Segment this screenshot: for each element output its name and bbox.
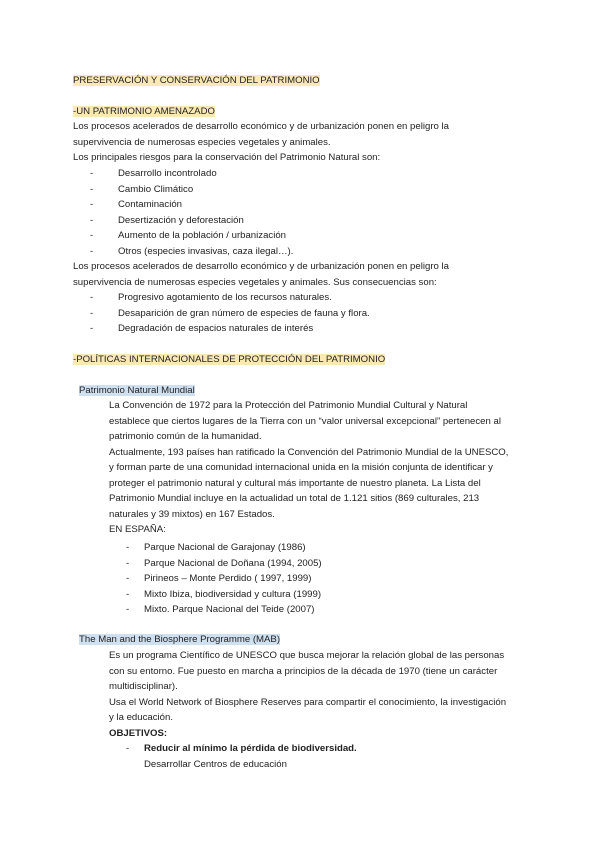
paragraph-line: y la educación. [109, 712, 173, 723]
list-item [90, 213, 293, 229]
objectives-label [109, 726, 579, 742]
dash-bullet: - [126, 604, 130, 615]
list-item-text: Aumento de la población / urbanización [118, 230, 287, 241]
list-item-text: Mixto Ibiza, biodiversidad y cultura (1999) [144, 588, 322, 600]
list-item-text: Otros (especies invasivas, caza ilegal…). [118, 245, 294, 257]
list-item [126, 741, 357, 757]
list-item-text: Mixto. Parque Nacional del Teide (2007) [144, 604, 315, 615]
dash-bullet: - [90, 168, 94, 179]
paragraph-line: multidisciplinar). [109, 681, 178, 692]
spain-label: EN ESPAÑA: [109, 524, 166, 535]
dash-bullet: - [90, 183, 94, 195]
list-item-text: Contaminación [118, 199, 182, 210]
dash-bullet: - [90, 323, 94, 334]
list-item [90, 182, 293, 198]
list-item [126, 540, 322, 556]
paragraph-line: Los principales riesgos para la conservación del Patrimonio Natural son: [73, 152, 381, 163]
section1-heading: -UN PATRIMONIO AMENAZADO [73, 106, 215, 117]
spain-sites-list [126, 540, 322, 618]
list-item [90, 290, 370, 306]
paragraph-line: supervivencia de numerosas especies vegetales y animales. Sus consecuencias son: [73, 276, 437, 288]
list-item [90, 321, 370, 337]
dash-bullet: - [126, 573, 130, 584]
dash-bullet: - [90, 199, 94, 210]
paragraph-line: y forman parte de una comunidad internacional unida en la misión conjunta de identificar y [109, 462, 493, 473]
objectives-list [126, 741, 357, 772]
list-item-text: Desaparición de gran número de especies de fauna y flora. [118, 307, 370, 319]
sub2-heading-block [79, 632, 280, 648]
list-item-continuation [126, 757, 357, 773]
list-item-text: Desertización y deforestación [118, 214, 244, 226]
sub1-paragraph [109, 398, 579, 538]
list-item [126, 587, 322, 603]
list-item [90, 306, 370, 322]
paragraph-line: Los procesos acelerados de desarrollo económico y de urbanización ponen en peligro la [73, 261, 449, 272]
section1-heading-block [73, 104, 215, 120]
list-item-text: Desarrollar Centros de educación [144, 758, 287, 770]
paragraph-line: Usa el World Network of Biosphere Reserves para compartir el conocimiento, la investigación [109, 696, 507, 708]
list-item [126, 556, 322, 572]
sub1-heading-block [79, 383, 195, 399]
paragraph-line: Los procesos acelerados de desarrollo económico y de urbanización ponen en peligro la [73, 121, 449, 132]
list-item-text: Desarrollo incontrolado [118, 168, 217, 179]
list-item-text: Degradación de espacios naturales de interés [118, 323, 314, 334]
list-item-text: Cambio Climático [118, 183, 194, 195]
sub2-paragraph [109, 648, 579, 741]
list-item [90, 166, 293, 182]
list-item [90, 197, 293, 213]
paragraph-line: con su entorno. Fue puesto en marcha a principios de la década de 1970 (tiene un carácter [109, 665, 498, 677]
paragraph-line: supervivencia de numerosas especies vegetales y animales. [73, 136, 331, 148]
dash-bullet: - [126, 542, 130, 553]
objectives-label-text: OBJETIVOS: [109, 727, 168, 739]
section2-heading: -POLÍTICAS INTERNACIONALES DE PROTECCIÓN DEL PATRIMONIO [73, 354, 386, 365]
main-title: PRESERVACIÓN Y CONSERVACIÓN DEL PATRIMONIO [73, 75, 320, 86]
paragraph-line: Actualmente, 193 países han ratificado la Convención del Patrimonio Mundial de la UNESCO, [109, 446, 509, 458]
dash-bullet: - [90, 245, 94, 257]
paragraph-line: La Convención de 1972 para la Protección del Patrimonio Mundial Cultural y Natural [109, 400, 468, 411]
paragraph-line: patrimonio común de la humanidad. [109, 431, 262, 442]
dash-bullet: - [90, 214, 94, 226]
paragraph-line: establece que ciertos lugares de la Tierra con un “valor universal excepcional” pertenecen al [109, 415, 501, 427]
paragraph-line: proteger el patrimonio natural y cultural más importante de nuestro planeta. La Lista del [109, 477, 481, 489]
dash-bullet: - [126, 557, 130, 569]
paragraph-line: naturales y 39 mixtos) en 167 Estados. [109, 508, 275, 520]
section1-para2 [73, 259, 573, 290]
list-item [90, 228, 293, 244]
list-item [126, 602, 322, 618]
risks-list [90, 166, 293, 259]
dash-bullet: - [126, 743, 130, 754]
sub1-heading: Patrimonio Natural Mundial [79, 385, 195, 396]
paragraph-line: Es un programa Científico de UNESCO que busca mejorar la relación global de las personas [109, 650, 505, 661]
dash-bullet: - [90, 292, 94, 303]
consequences-list [90, 290, 370, 337]
dash-bullet: - [90, 230, 94, 241]
list-item-text: Progresivo agotamiento de los recursos naturales. [118, 292, 332, 303]
list-item [90, 244, 293, 260]
list-item-text: Reducir al mínimo la pérdida de biodiversidad. [144, 743, 357, 754]
sub2-heading: The Man and the Biosphere Programme (MAB) [79, 634, 281, 645]
list-item-text: Parque Nacional de Garajonay (1986) [144, 542, 306, 553]
section2-heading-block [73, 352, 385, 368]
dash-bullet: - [90, 307, 94, 319]
dash-bullet: - [126, 588, 130, 600]
list-item-text: Pirineos – Monte Perdido ( 1997, 1999) [144, 573, 312, 584]
paragraph-line: Patrimonio Mundial incluye en la actualidad un total de 1.121 sitios (869 culturales, 213 [109, 493, 480, 504]
list-item-text: Parque Nacional de Doñana (1994, 2005) [144, 557, 322, 569]
section1-intro [73, 119, 573, 166]
main-title-block [73, 73, 320, 89]
list-item [126, 571, 322, 587]
